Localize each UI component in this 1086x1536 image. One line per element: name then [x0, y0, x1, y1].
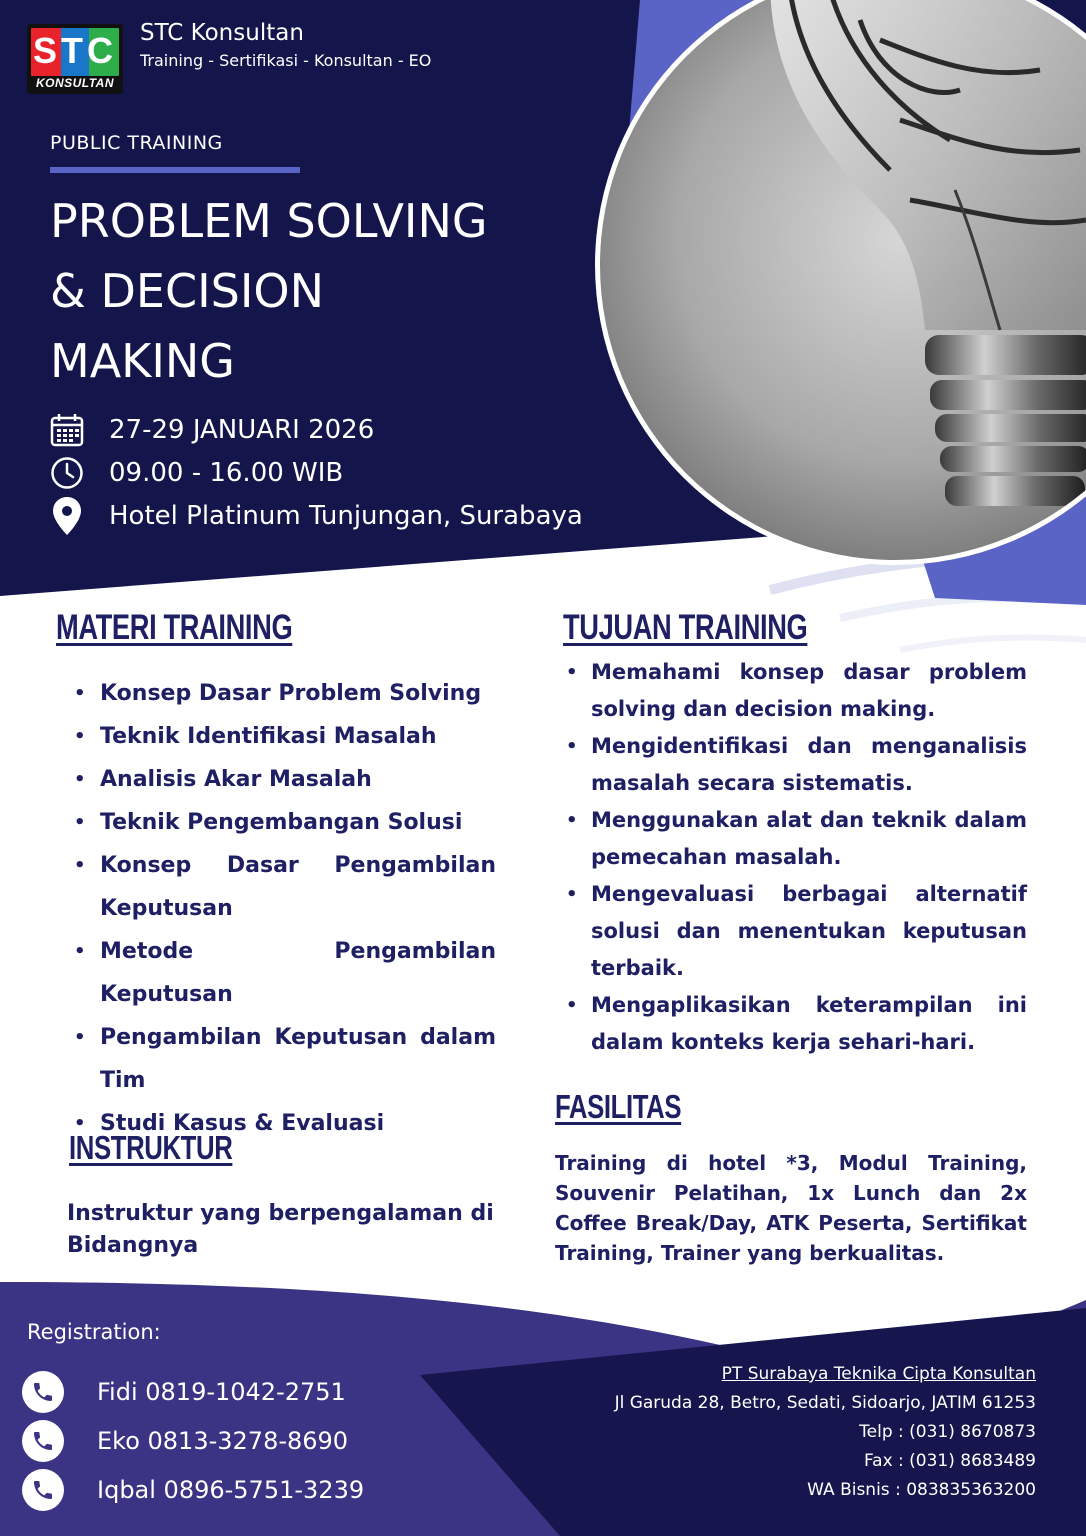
contact-text: Eko 0813-3278-8690 [97, 1427, 349, 1455]
title-line: MAKING [50, 334, 235, 388]
fasilitas-text: Training di hotel *3, Modul Training, Souvenir Pelatihan, 1x Lunch dan 2x Coffee Break/Day, ATK Peserta, Sertifikat Training, Trainer yang berkualitas. [555, 1151, 1027, 1265]
kicker-label: PUBLIC TRAINING [50, 132, 223, 154]
brand-logo [27, 24, 123, 94]
list-item: • Pengambilan Keputusan dalam Tim [72, 1016, 496, 1102]
event-time-row [50, 453, 343, 493]
list-item: • Teknik Identifikasi Masalah [72, 715, 496, 758]
list-item: • Studi Kasus & Evaluasi [72, 1102, 496, 1145]
logo-letters: STC [33, 30, 117, 71]
list-item: • Menggunakan alat dan teknik dalam pemecahan masalah. [562, 802, 1027, 876]
instruktur-text: Instruktur yang berpengalaman di Bidangnya [67, 1201, 494, 1258]
page-title [50, 186, 590, 396]
list-item: • Memahami konsep dasar problem solving dan decision making. [562, 654, 1027, 728]
kicker-underline [50, 167, 300, 173]
list-item: • Metode Pengambilan Keputusan [72, 930, 496, 1016]
company-name[interactable]: PT Surabaya Teknika Cipta Konsultan [721, 1364, 1036, 1384]
list-item: • Konsep Dasar Problem Solving [72, 672, 496, 715]
title-line: PROBLEM SOLVING [50, 194, 488, 248]
company-info [516, 1360, 1036, 1505]
brand-name: STC Konsultan [140, 20, 304, 46]
logo-mark [31, 28, 119, 76]
event-location: Hotel Platinum Tunjungan, Surabaya [109, 501, 583, 531]
list-item: • Mengevaluasi berbagai alternatif solusi dan menentukan keputusan terbaik. [562, 876, 1027, 987]
instruktur-heading: INSTRUKTUR [69, 1129, 233, 1166]
contact-text: Iqbal 0896-5751-3239 [97, 1476, 365, 1504]
company-fax: Fax : (031) 8683489 [863, 1451, 1036, 1471]
contact-row[interactable] [22, 1419, 348, 1463]
event-date-row [50, 410, 374, 450]
registration-label: Registration: [27, 1320, 161, 1344]
list-item: • Mengidentifikasi dan menganalisis masalah secara sistematis. [562, 728, 1027, 802]
contact-text: Fidi 0819-1042-2751 [97, 1378, 346, 1406]
materi-heading: MATERI TRAINING [56, 608, 293, 647]
event-time: 09.00 - 16.00 WIB [109, 458, 344, 488]
contact-row[interactable] [22, 1370, 346, 1414]
list-item: • Analisis Akar Masalah [72, 758, 496, 801]
list-item: • Teknik Pengembangan Solusi [72, 801, 496, 844]
event-location-row [50, 496, 583, 536]
phone-icon [22, 1469, 64, 1511]
list-item: • Mengaplikasikan keterampilan ini dalam konteks kerja sehari-hari. [562, 987, 1027, 1061]
event-date: 27-29 JANUARI 2026 [109, 415, 375, 445]
list-item: • Konsep Dasar Pengambilan Keputusan [72, 844, 496, 930]
phone-icon [22, 1420, 64, 1462]
materi-list [72, 672, 496, 1145]
calendar-icon [50, 413, 84, 447]
logo-subtext: KONSULTAN [35, 76, 115, 90]
company-telp: Telp : (031) 8670873 [859, 1422, 1036, 1442]
contact-row[interactable] [22, 1468, 364, 1512]
tujuan-heading: TUJUAN TRAINING [563, 608, 808, 647]
phone-icon [22, 1371, 64, 1413]
clock-icon [50, 456, 84, 490]
brand-tagline: Training - Sertifikasi - Konsultan - EO [140, 51, 432, 70]
company-wa: WA Bisnis : 083835363200 [807, 1480, 1036, 1500]
location-pin-icon [50, 499, 84, 533]
company-address: Jl Garuda 28, Betro, Sedati, Sidoarjo, JATIM 61253 [614, 1393, 1036, 1413]
title-line: & DECISION [50, 264, 325, 318]
tujuan-list [562, 654, 1027, 1061]
fasilitas-heading: FASILITAS [555, 1088, 682, 1125]
